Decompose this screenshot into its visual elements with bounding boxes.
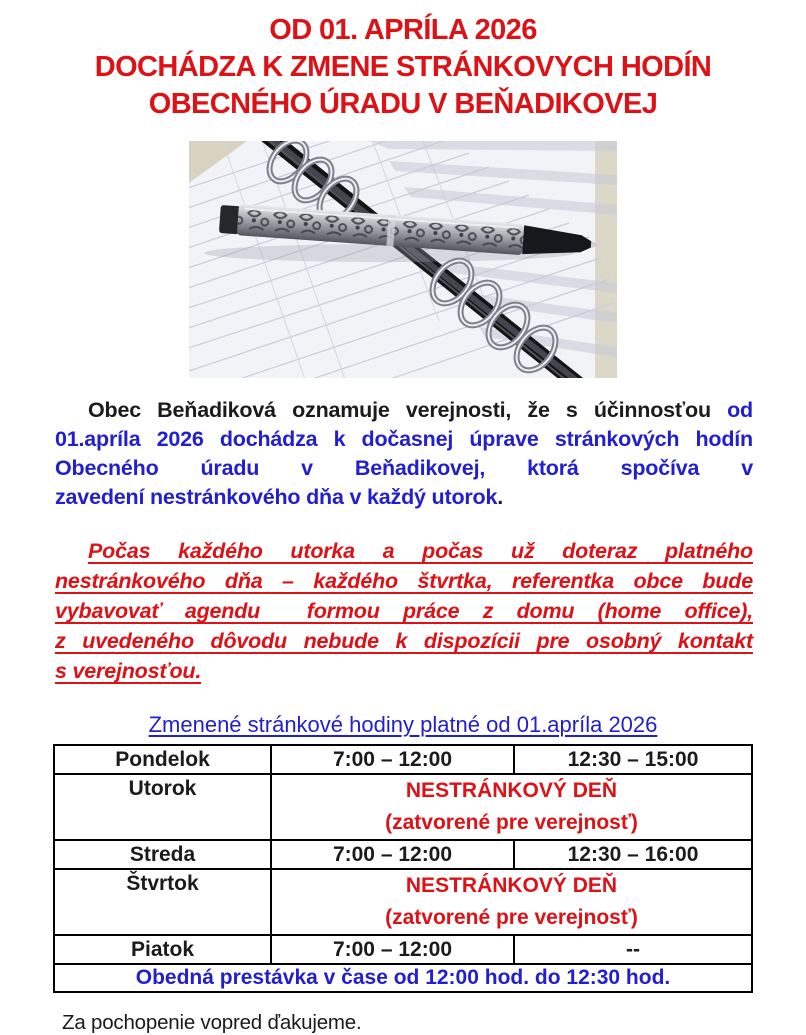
morning-hours-cell: 7:00 – 12:00	[271, 935, 514, 964]
closed-day-sublabel: (zatvorené pre verejnosť)	[385, 811, 638, 834]
home-office-notice-segment: nestránkového dňa – každého štvrtka, referentka obce bude	[55, 569, 753, 593]
home-office-notice-segment: s verejnosťou.	[55, 659, 202, 683]
table-row-closed	[54, 869, 752, 935]
table-row-hours	[54, 745, 752, 774]
day-cell: Štvrtok	[54, 869, 271, 935]
closed-day-label: NESTRÁNKOVÝ DEŇ	[405, 874, 618, 897]
page-title	[0, 12, 806, 123]
home-office-notice-line-3	[55, 596, 753, 626]
intro-paragraph-segment: zavedení nestránkového dňa v každý utorok	[55, 485, 498, 509]
intro-paragraph-line-3	[55, 454, 753, 483]
home-office-notice-paragraph	[55, 536, 753, 686]
closed-day-sublabel: (zatvorené pre verejnosť)	[385, 906, 638, 929]
home-office-notice-segment: z uvedeného dôvodu nebude k dispozícii pre osobný kontakt	[55, 629, 753, 653]
intro-paragraph-line-2	[55, 425, 753, 454]
intro-paragraph-segment: .	[497, 485, 504, 509]
home-office-notice-line-5	[55, 656, 753, 686]
pen-planner-photo-drawing	[189, 141, 617, 378]
morning-hours-cell: 7:00 – 12:00	[271, 840, 514, 869]
table-row-note	[54, 964, 752, 992]
intro-paragraph-segment: 01.apríla 2026 dochádza k dočasnej úprave stránkových hodín	[55, 427, 753, 451]
day-cell: Streda	[54, 840, 271, 869]
home-office-notice-segment: Počas každého utorka a počas už doteraz platného	[88, 539, 753, 563]
home-office-notice-segment: vybavovať agendu formou práce z domu (home office),	[55, 599, 753, 623]
page-title-line-2: DOCHÁDZA K ZMENE STRÁNKOVYCH HODÍN	[94, 51, 712, 83]
intro-paragraph	[55, 396, 753, 512]
closing-thanks-text: Za pochopenie vopred ďakujeme.	[62, 1011, 362, 1034]
home-office-notice-line-1	[55, 536, 753, 566]
home-office-notice-line-2	[55, 566, 753, 596]
closed-day-cell	[271, 774, 752, 840]
page-title-line-1: OD 01. APRÍLA 2026	[269, 14, 537, 46]
notice-page	[0, 12, 806, 1034]
page-title-line-3: OBECNÉHO ÚRADU V BEŇADIKOVEJ	[148, 88, 658, 120]
intro-paragraph-line-1	[55, 396, 753, 425]
lunch-break-note-cell: Obedná prestávka v čase od 12:00 hod. do 12:30 hod.	[54, 964, 752, 992]
closed-day-cell	[271, 869, 752, 935]
afternoon-hours-cell: 12:30 – 16:00	[514, 840, 752, 869]
office-hours-table	[53, 744, 753, 993]
table-row-hours	[54, 935, 752, 964]
morning-hours-cell: 7:00 – 12:00	[271, 745, 514, 774]
afternoon-hours-cell: 12:30 – 15:00	[514, 745, 752, 774]
day-cell: Pondelok	[54, 745, 271, 774]
day-cell: Utorok	[54, 774, 271, 840]
home-office-notice-line-4	[55, 626, 753, 656]
intro-paragraph-segment: od	[727, 398, 753, 422]
pen-planner-photo	[189, 141, 617, 378]
intro-paragraph-segment: Obecného úradu v Beňadikovej, ktorá spočíva v	[55, 456, 753, 480]
closed-day-label: NESTRÁNKOVÝ DEŇ	[405, 779, 618, 802]
intro-paragraph-segment: Obec Beňadiková oznamuje verejnosti, že s účinnosťou	[88, 398, 728, 422]
day-cell: Piatok	[54, 935, 271, 964]
intro-paragraph-line-4	[55, 483, 753, 512]
schedule-table-title: Zmenené stránkové hodiny platné od 01.apríla 2026	[148, 712, 658, 737]
table-row-hours	[54, 840, 752, 869]
afternoon-hours-cell: --	[514, 935, 752, 964]
table-row-closed	[54, 774, 752, 840]
